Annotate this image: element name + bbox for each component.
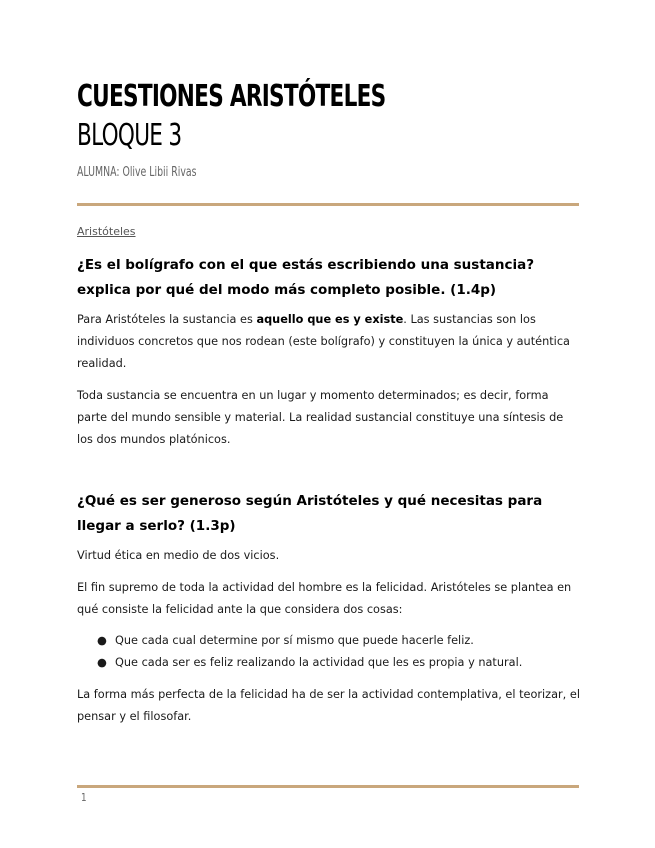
question-1-section [77,253,582,451]
answer-2-bullet-list [77,630,582,674]
bullet-icon: ● [97,656,107,669]
document-body [77,253,582,728]
bullet-icon: ● [97,634,107,647]
answer-1-text-start: Para Aristóteles la sustancia es [77,313,257,326]
document-subtitle: BLOQUE 3 [77,118,182,153]
list-item-text: Que cada cual determine por sí mismo que puede hacerle feliz. [115,634,474,647]
answer-1-text-end: . Las sustancias son los individuos concretos que nos rodean (este bolígrafo) y constituyen la única y auténtica realidad. [77,313,570,370]
author-line: ALUMNA: Olive Libii Rivas [77,165,197,180]
section-link-aristoteles[interactable]: Aristóteles [77,225,136,238]
question-2-section [77,489,582,728]
question-1-heading: ¿Es el bolígrafo con el que estás escribiendo una sustancia? explica por qué del modo más completo posible. (1.4p) [77,257,535,298]
document-title: CUESTIONES ARISTÓTELES [77,79,386,114]
answer-1-paragraph-1 [77,309,582,375]
list-item [77,630,582,652]
header-divider [77,203,579,206]
list-item-text: Que cada ser es feliz realizando la actividad que les es propia y natural. [115,656,523,669]
list-item [77,652,582,674]
answer-2-paragraph-3: La forma más perfecta de la felicidad ha de ser la actividad contemplativa, el teorizar, el pensar y el filosofar. [77,688,580,723]
footer-divider [77,785,579,788]
question-2-heading: ¿Qué es ser generoso según Aristóteles y qué necesitas para llegar a serlo? (1.3p) [77,493,543,534]
answer-2-paragraph-2: El fin supremo de toda la actividad del hombre es la felicidad. Aristóteles se plantea en qué consiste la felicidad ante la que considera dos cosas: [77,581,572,616]
answer-1-bold-definition: aquello que es y existe [256,313,404,326]
answer-2-paragraph-1: Virtud ética en medio de dos vicios. [77,549,280,562]
answer-1-paragraph-2: Toda sustancia se encuentra en un lugar y momento determinados; es decir, forma parte del mundo sensible y material. La realidad sustancial constituye una síntesis de los dos mundos platónicos. [77,389,564,446]
page-number: 1 [81,791,87,804]
